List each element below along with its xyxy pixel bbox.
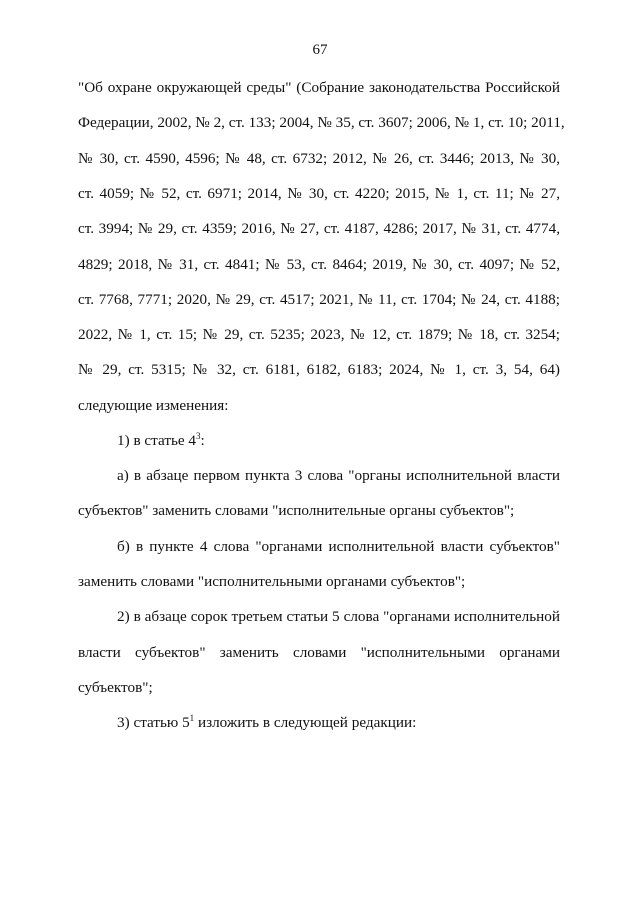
citation-line: ст. 4059; № 52, ст. 6971; 2014, № 30, ст. 4220; 2015, № 1, ст. 11; № 27,: [78, 185, 560, 202]
citation-line: ст. 7768, 7771; 2020, № 29, ст. 4517; 2021, № 11, ст. 1704; № 24, ст. 4188;: [78, 291, 560, 308]
item-2-line: власти субъектов" заменить словами "исполнительными органами: [78, 644, 560, 661]
item-2-line-last: субъектов";: [78, 679, 153, 696]
citation-line: ст. 3994; № 29, ст. 4359; 2016, № 27, ст. 4187, 4286; 2017, № 31, ст. 4774,: [78, 220, 560, 237]
item-1b-line-last: заменить словами "исполнительными органами субъектов";: [78, 573, 466, 590]
item-1b-line: б) в пункте 4 слова "органами исполнительной власти субъектов": [117, 538, 560, 555]
item-3-text: 3) статью 5: [117, 714, 190, 731]
item-1-tail: :: [200, 432, 205, 449]
page-number: 67: [312, 42, 328, 58]
item-3-superscript: 1: [189, 713, 195, 723]
citation-line: № 30, ст. 4590, 4596; № 48, ст. 6732; 2012, № 26, ст. 3446; 2013, № 30,: [78, 150, 560, 167]
item-2-line: 2) в абзаце сорок третьем статьи 5 слова "органами исполнительной: [117, 608, 560, 625]
item-1-text: 1) в статье 4: [117, 432, 197, 449]
item-3-heading: [117, 713, 599, 733]
citation-line: "Об охране окружающей среды" (Собрание законодательства Российской: [78, 79, 560, 96]
item-1-superscript: 3: [196, 431, 201, 441]
item-1-heading: [117, 431, 599, 451]
item-1a-line: а) в абзаце первом пункта 3 слова "органы исполнительной власти: [117, 467, 560, 484]
citation-line: № 29, ст. 5315; № 32, ст. 6181, 6182, 6183; 2024, № 1, ст. 3, 54, 64): [78, 361, 560, 378]
citation-line-last: следующие изменения:: [78, 397, 229, 414]
citation-line: Федерации, 2002, № 2, ст. 133; 2004, № 35, ст. 3607; 2006, № 1, ст. 10; 2011,: [78, 114, 565, 131]
citation-line: 4829; 2018, № 31, ст. 4841; № 53, ст. 8464; 2019, № 30, ст. 4097; № 52,: [78, 256, 560, 273]
item-1a-line-last: субъектов" заменить словами "исполнительные органы субъектов";: [78, 502, 515, 519]
item-3-tail: изложить в следующей редакции:: [194, 714, 417, 731]
citation-line: 2022, № 1, ст. 15; № 29, ст. 5235; 2023, № 12, ст. 1879; № 18, ст. 3254;: [78, 326, 560, 343]
